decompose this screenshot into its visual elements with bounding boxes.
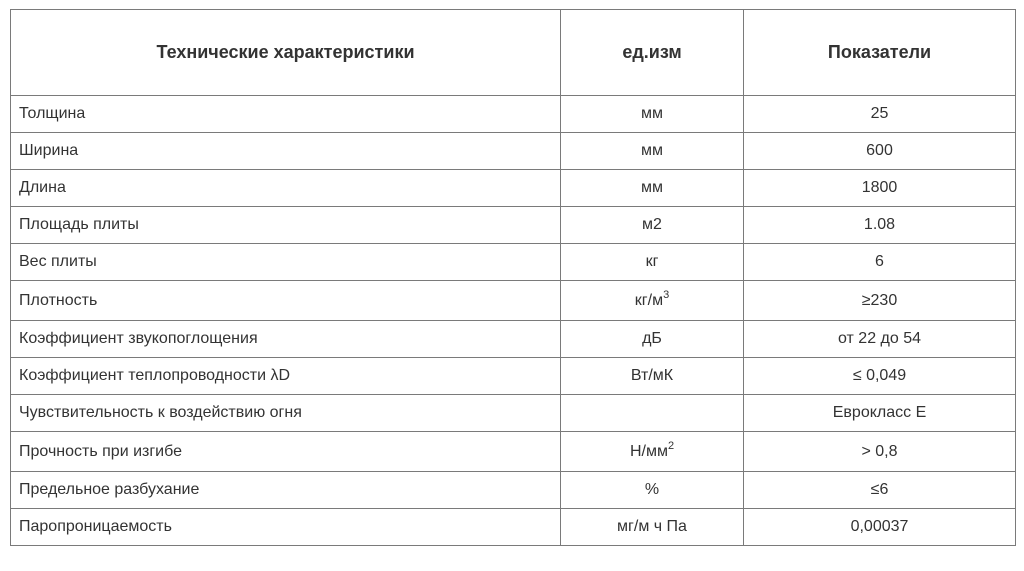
table-row (11, 472, 1016, 509)
unit-text: Вт/мК (630, 367, 674, 384)
unit-text: % (644, 481, 660, 498)
row-value: 1.08 (744, 207, 1016, 244)
table-body (11, 96, 1016, 546)
unit-text: дБ (642, 330, 662, 347)
specifications-table (10, 9, 1016, 546)
row-value: 600 (744, 133, 1016, 170)
row-value: ≤6 (744, 472, 1016, 509)
table-row (11, 358, 1016, 395)
row-value: 0,00037 (744, 509, 1016, 546)
row-unit (561, 472, 744, 509)
table-row (11, 281, 1016, 321)
row-value: Еврокласс Е (744, 395, 1016, 432)
row-unit (561, 395, 744, 432)
table-row (11, 170, 1016, 207)
row-name: Вес плиты (11, 244, 561, 281)
row-value: 6 (744, 244, 1016, 281)
row-name: Коэффициент теплопроводности λD (11, 358, 561, 395)
row-value: 1800 (744, 170, 1016, 207)
row-name: Чувствительность к воздействию огня (11, 395, 561, 432)
table-row (11, 395, 1016, 432)
row-name: Длина (11, 170, 561, 207)
header-unit: ед.изм (561, 10, 744, 96)
table-row (11, 207, 1016, 244)
unit-superscript: 3 (663, 288, 670, 301)
table-row (11, 133, 1016, 170)
unit-text: Н/мм (629, 442, 668, 460)
row-name: Предельное разбухание (11, 472, 561, 509)
row-name: Прочность при изгибе (11, 432, 561, 472)
row-unit (561, 207, 744, 244)
header-row (11, 10, 1016, 96)
row-value: > 0,8 (744, 432, 1016, 472)
unit-text: мм (641, 179, 663, 196)
row-value: от 22 до 54 (744, 321, 1016, 358)
row-unit (561, 509, 744, 546)
row-name: Коэффициент звукопоглощения (11, 321, 561, 358)
row-name: Площадь плиты (11, 207, 561, 244)
row-unit (561, 432, 744, 472)
row-name: Паропроницаемость (11, 509, 561, 546)
row-name: Плотность (11, 281, 561, 321)
header-value: Показатели (744, 10, 1016, 96)
row-value: ≤ 0,049 (744, 358, 1016, 395)
row-unit (561, 358, 744, 395)
table-header (11, 10, 1016, 96)
unit-text: мм (641, 142, 663, 159)
unit-text: кг/м (634, 291, 664, 309)
table-row (11, 321, 1016, 358)
row-name: Ширина (11, 133, 561, 170)
row-unit (561, 170, 744, 207)
table-row (11, 244, 1016, 281)
unit-text: кг (645, 253, 659, 270)
row-unit (561, 96, 744, 133)
row-value: ≥230 (744, 281, 1016, 321)
row-value: 25 (744, 96, 1016, 133)
row-unit (561, 133, 744, 170)
table-row (11, 509, 1016, 546)
table-row (11, 432, 1016, 472)
unit-text: м2 (642, 216, 662, 233)
row-unit (561, 321, 744, 358)
unit-text: мг/м ч Па (617, 518, 687, 535)
row-unit (561, 281, 744, 321)
unit-superscript: 2 (667, 439, 675, 452)
unit-text: мм (641, 105, 663, 122)
row-name: Толщина (11, 96, 561, 133)
table-row (11, 96, 1016, 133)
header-characteristic: Технические характеристики (11, 10, 561, 96)
row-unit (561, 244, 744, 281)
